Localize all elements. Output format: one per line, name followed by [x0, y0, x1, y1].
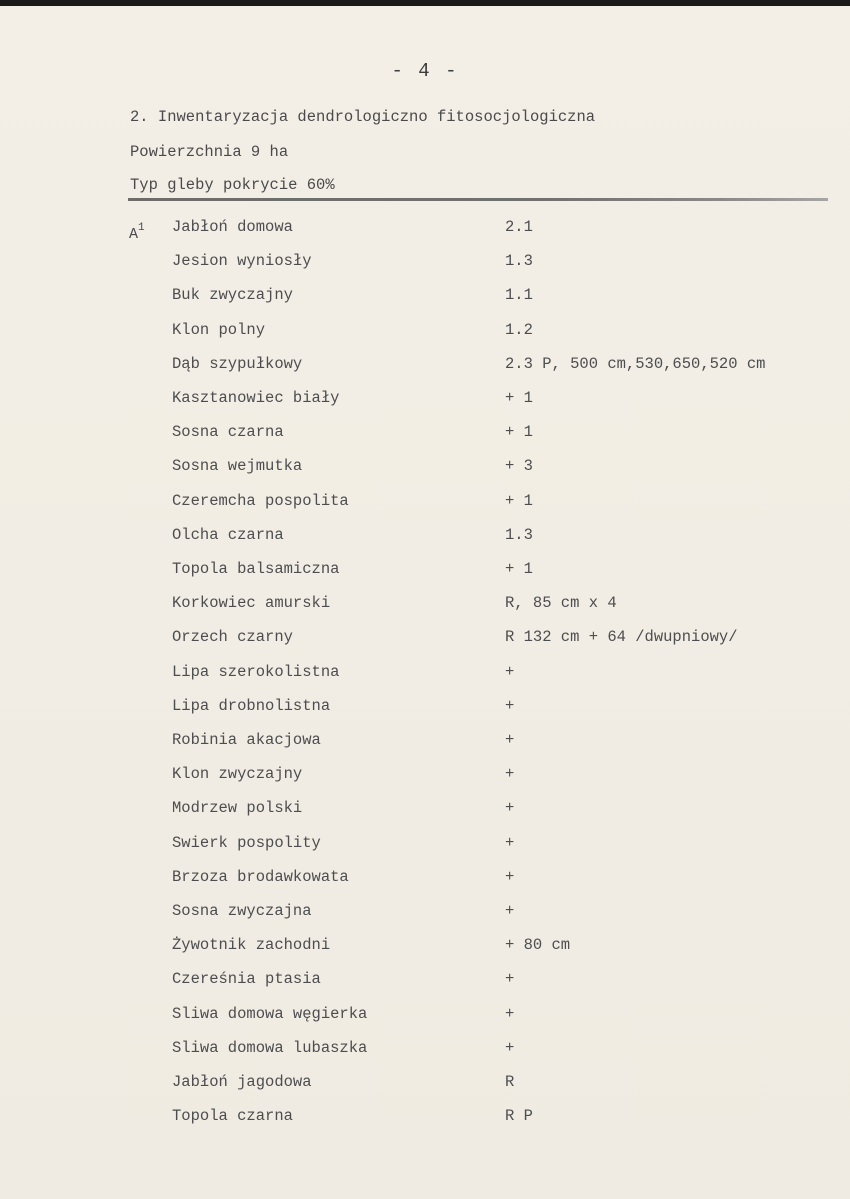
species-value: + — [505, 867, 515, 886]
species-name: Dąb szypułkowy — [172, 354, 303, 373]
species-name: Sosna zwyczajna — [172, 902, 312, 920]
species-value: + — [505, 902, 515, 920]
species-value: + — [505, 799, 515, 818]
species-value: + — [505, 970, 515, 989]
species-row — [0, 799, 850, 833]
area-line: Powierzchnia 9 ha — [130, 143, 289, 161]
species-row — [0, 218, 850, 252]
species-row — [0, 970, 850, 1004]
species-value: R, 85 cm x 4 — [505, 594, 617, 613]
species-row — [0, 321, 850, 355]
species-value: 1.3 — [505, 252, 533, 271]
species-name: Jabłoń domowa — [172, 218, 293, 236]
species-row — [0, 902, 850, 936]
section-title: 2. Inwentaryzacja dendrologiczno fitosocjologiczna — [130, 108, 596, 126]
species-value: + — [505, 662, 515, 681]
species-value: + 1 — [505, 389, 533, 407]
species-row — [0, 457, 850, 491]
species-value: + — [505, 1038, 515, 1057]
species-row — [0, 936, 850, 970]
species-name: Jabłoń jagodowa — [172, 1073, 312, 1091]
species-row — [0, 492, 850, 526]
species-value: + 3 — [505, 457, 533, 476]
species-row — [0, 868, 850, 902]
species-row — [0, 389, 850, 423]
species-name: Swierk pospolity — [172, 833, 321, 852]
species-value: 2.1 — [505, 218, 533, 236]
species-row — [0, 594, 850, 628]
species-row — [0, 252, 850, 286]
species-name: Czeremcha pospolita — [172, 491, 349, 510]
species-name: Sosna wejmutka — [172, 457, 303, 476]
species-value: + — [505, 765, 515, 784]
species-row — [0, 1039, 850, 1073]
species-name: Kasztanowiec biały — [172, 389, 340, 407]
species-row — [0, 526, 850, 560]
species-value: + — [505, 833, 515, 852]
species-row — [0, 765, 850, 799]
species-name: Robinia akacjowa — [172, 731, 321, 749]
header-rule — [128, 198, 828, 201]
species-name: Modrzew polski — [172, 799, 303, 818]
species-value: + — [505, 696, 515, 715]
species-row — [0, 286, 850, 320]
species-row — [0, 1005, 850, 1039]
species-value: R — [505, 1073, 515, 1091]
species-name: Czereśnia ptasia — [172, 970, 321, 989]
species-value: 1.2 — [505, 320, 533, 339]
species-name: Klon zwyczajny — [172, 765, 303, 784]
species-name: Sliwa domowa lubaszka — [172, 1038, 368, 1057]
species-row — [0, 731, 850, 765]
species-name: Sosna czarna — [172, 423, 284, 442]
species-name: Klon polny — [172, 320, 266, 339]
species-name: Sliwa domowa węgierka — [172, 1004, 368, 1023]
species-value: 1.3 — [505, 525, 533, 544]
species-value: + 1 — [505, 423, 533, 442]
species-value: R 132 cm + 64 /dwupniowy/ — [505, 628, 738, 647]
species-row — [0, 1107, 850, 1141]
species-name: Topola czarna — [172, 1107, 293, 1126]
document-page — [0, 6, 850, 1199]
species-name: Topola balsamiczna — [172, 560, 340, 578]
species-name: Jesion wyniosły — [172, 252, 312, 271]
layer-marker-superscript: 1 — [138, 222, 145, 234]
species-value: + — [505, 731, 515, 749]
species-row — [0, 423, 850, 457]
soil-line: Typ gleby pokrycie 60% — [130, 176, 335, 194]
species-value: + — [505, 1004, 515, 1023]
species-value: 2.3 P, 500 cm,530,650,520 cm — [505, 354, 766, 373]
species-value: + 80 cm — [505, 936, 571, 955]
species-value: 1.1 — [505, 286, 533, 305]
species-row — [0, 834, 850, 868]
species-row — [0, 1073, 850, 1107]
species-name: Olcha czarna — [172, 525, 284, 544]
species-value: R P — [505, 1107, 533, 1126]
species-name: Lipa drobnolistna — [172, 696, 331, 715]
species-name: Korkowiec amurski — [172, 594, 331, 613]
species-name: Brzoza brodawkowata — [172, 867, 349, 886]
species-row — [0, 628, 850, 662]
species-name: Orzech czarny — [172, 628, 293, 647]
species-row — [0, 697, 850, 731]
species-name: Żywotnik zachodni — [172, 936, 331, 955]
page-number: - 4 - — [391, 60, 459, 82]
species-name: Buk zwyczajny — [172, 286, 293, 305]
species-name: Lipa szerokolistna — [172, 662, 340, 681]
species-row — [0, 355, 850, 389]
species-value: + 1 — [505, 491, 533, 510]
species-value: + 1 — [505, 560, 533, 578]
species-row — [0, 560, 850, 594]
layer-marker-letter: A — [129, 226, 139, 243]
species-row — [0, 663, 850, 697]
